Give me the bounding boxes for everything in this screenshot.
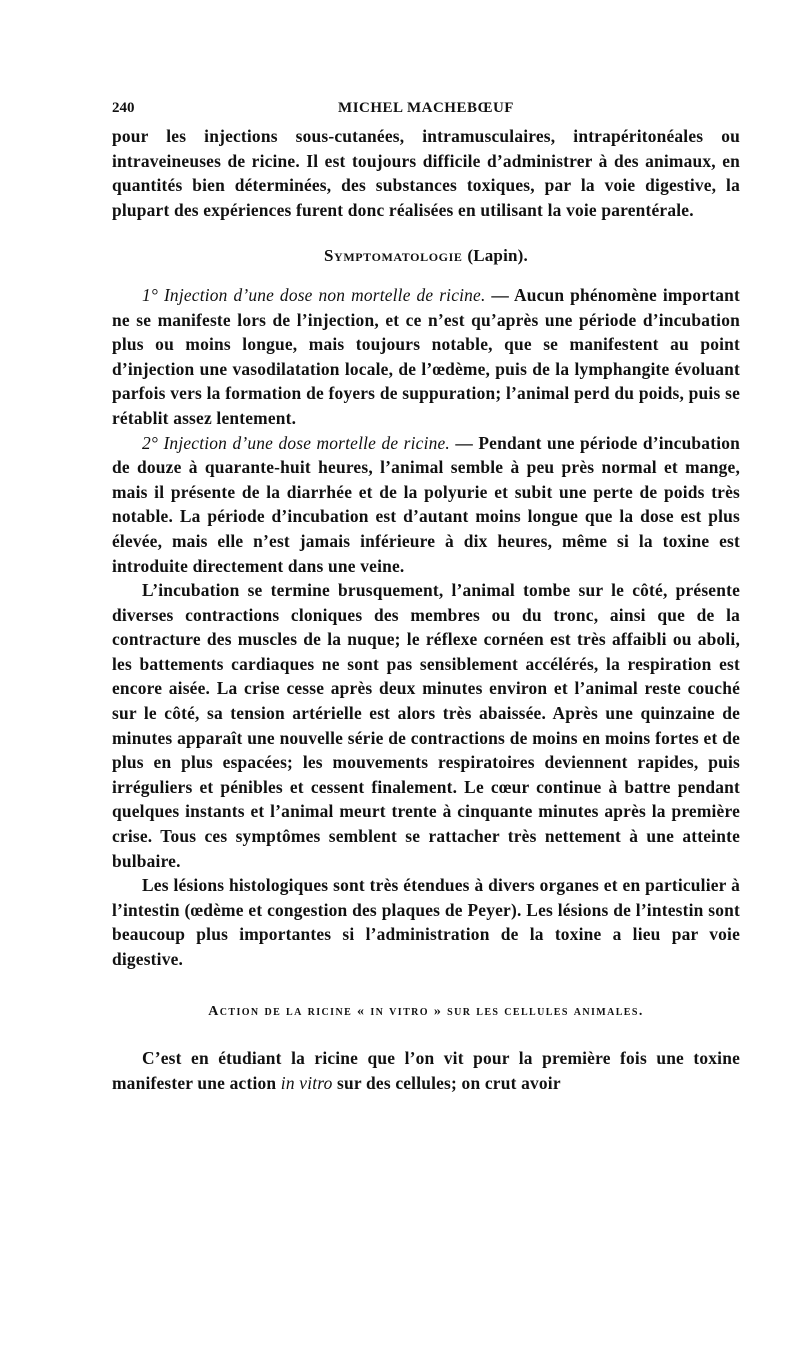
- paragraph-in-vitro: [112, 1046, 740, 1095]
- running-head-author: MICHEL MACHEBŒUF: [338, 100, 514, 116]
- paragraph-lethal-dose-body: — Pendant une période d’incubation de douze à quarante-huit heures, l’animal semble à peu près normal et mange, mais il présente de la diarrhée et de la polyurie et subit une perte de poids très notable. La période d’incubation est d’autant moins longue que la dose est plus élevée, mais elle n’est jamais inférieure à dix heures, même si la toxine est introduite directement dans une veine.: [112, 432, 740, 576]
- paragraph-non-lethal-dose: [112, 283, 740, 431]
- book-page: [112, 100, 740, 1095]
- running-head: [112, 100, 740, 124]
- phrase-in-vitro: in vitro: [280, 1072, 333, 1093]
- paragraph-continuation: pour les injections sous-cutanées, intramusculaires, intrapéritonéales ou intraveineuses de ricine. Il est toujours difficile d’administrer à des animaux, en quantités bien déterminées, des substances toxiques, par la voie digestive, la plupart des expériences furent donc réalisées en utilisant la voie parentérale.: [112, 126, 740, 220]
- heading-lapin: (Lapin).: [467, 246, 528, 266]
- body-text: [112, 124, 740, 1095]
- heading-symptomatologie: Symptomatologie: [324, 246, 463, 266]
- paragraph-incubation-end: L’incubation se termine brusquement, l’animal tombe sur le côté, présente diverses contractions cloniques des membres ou du tronc, ainsi que de la contracture des muscles de la nuque; le réflexe cornéen est très affaibli ou aboli, les battements cardiaques ne sont pas sensiblement accélérés, la respiration est encore aisée. La crise cesse après deux minutes environ et l’animal reste couché sur le côté, sa tension artérielle est alors très abaissée. Après une quinzaine de minutes apparaît une nouvelle série de contractions de moins en moins fortes et de plus en plus espacées; les mouvements respiratoires deviennent rapides, puis irréguliers et pénibles et cessent finalement. Le cœur continue à battre pendant quelques instants et l’animal meurt trente à cinquante minutes après la première crise. Tous ces symptômes semblent se rattacher très nettement à une atteinte bulbaire.: [112, 580, 740, 871]
- paragraph-non-lethal-dose-body: — Aucun phénomène important ne se manifeste lors de l’injection, et ce n’est qu’après une période d’incubation plus ou moins longue, mais toujours notable, que se manifestent au point d’injection une vasodilatation locale, de l’œdème, puis de la lymphangite évoluant parfois vers la formation de foyers de suppuration; l’animal perd du poids, puis se rétablit assez lentement.: [112, 284, 740, 428]
- section-heading-symptomatologie: [112, 244, 740, 269]
- subheading-non-lethal-dose: 1° Injection d’une dose non mortelle de ricine.: [142, 284, 486, 305]
- section-heading-in-vitro: Action de la ricine « in vitro » sur les cellules animales.: [208, 1003, 644, 1019]
- subheading-lethal-dose: 2° Injection d’une dose mortelle de ricine.: [142, 432, 450, 453]
- paragraph-lethal-dose: [112, 431, 740, 579]
- page-number: 240: [112, 100, 135, 116]
- paragraph-in-vitro-b: sur des cellules; on crut avoir: [332, 1072, 561, 1093]
- paragraph-in-vitro-a: C’est en étudiant la ricine que l’on vit pour la première fois une toxine manifester une action: [112, 1048, 740, 1093]
- paragraph-histological-lesions: Les lésions histologiques sont très étendues à divers organes et en particulier à l’intestin (œdème et congestion des plaques de Peyer). Les lésions de l’intestin sont beaucoup plus importantes si l’administration de la toxine a lieu par voie digestive.: [112, 875, 740, 969]
